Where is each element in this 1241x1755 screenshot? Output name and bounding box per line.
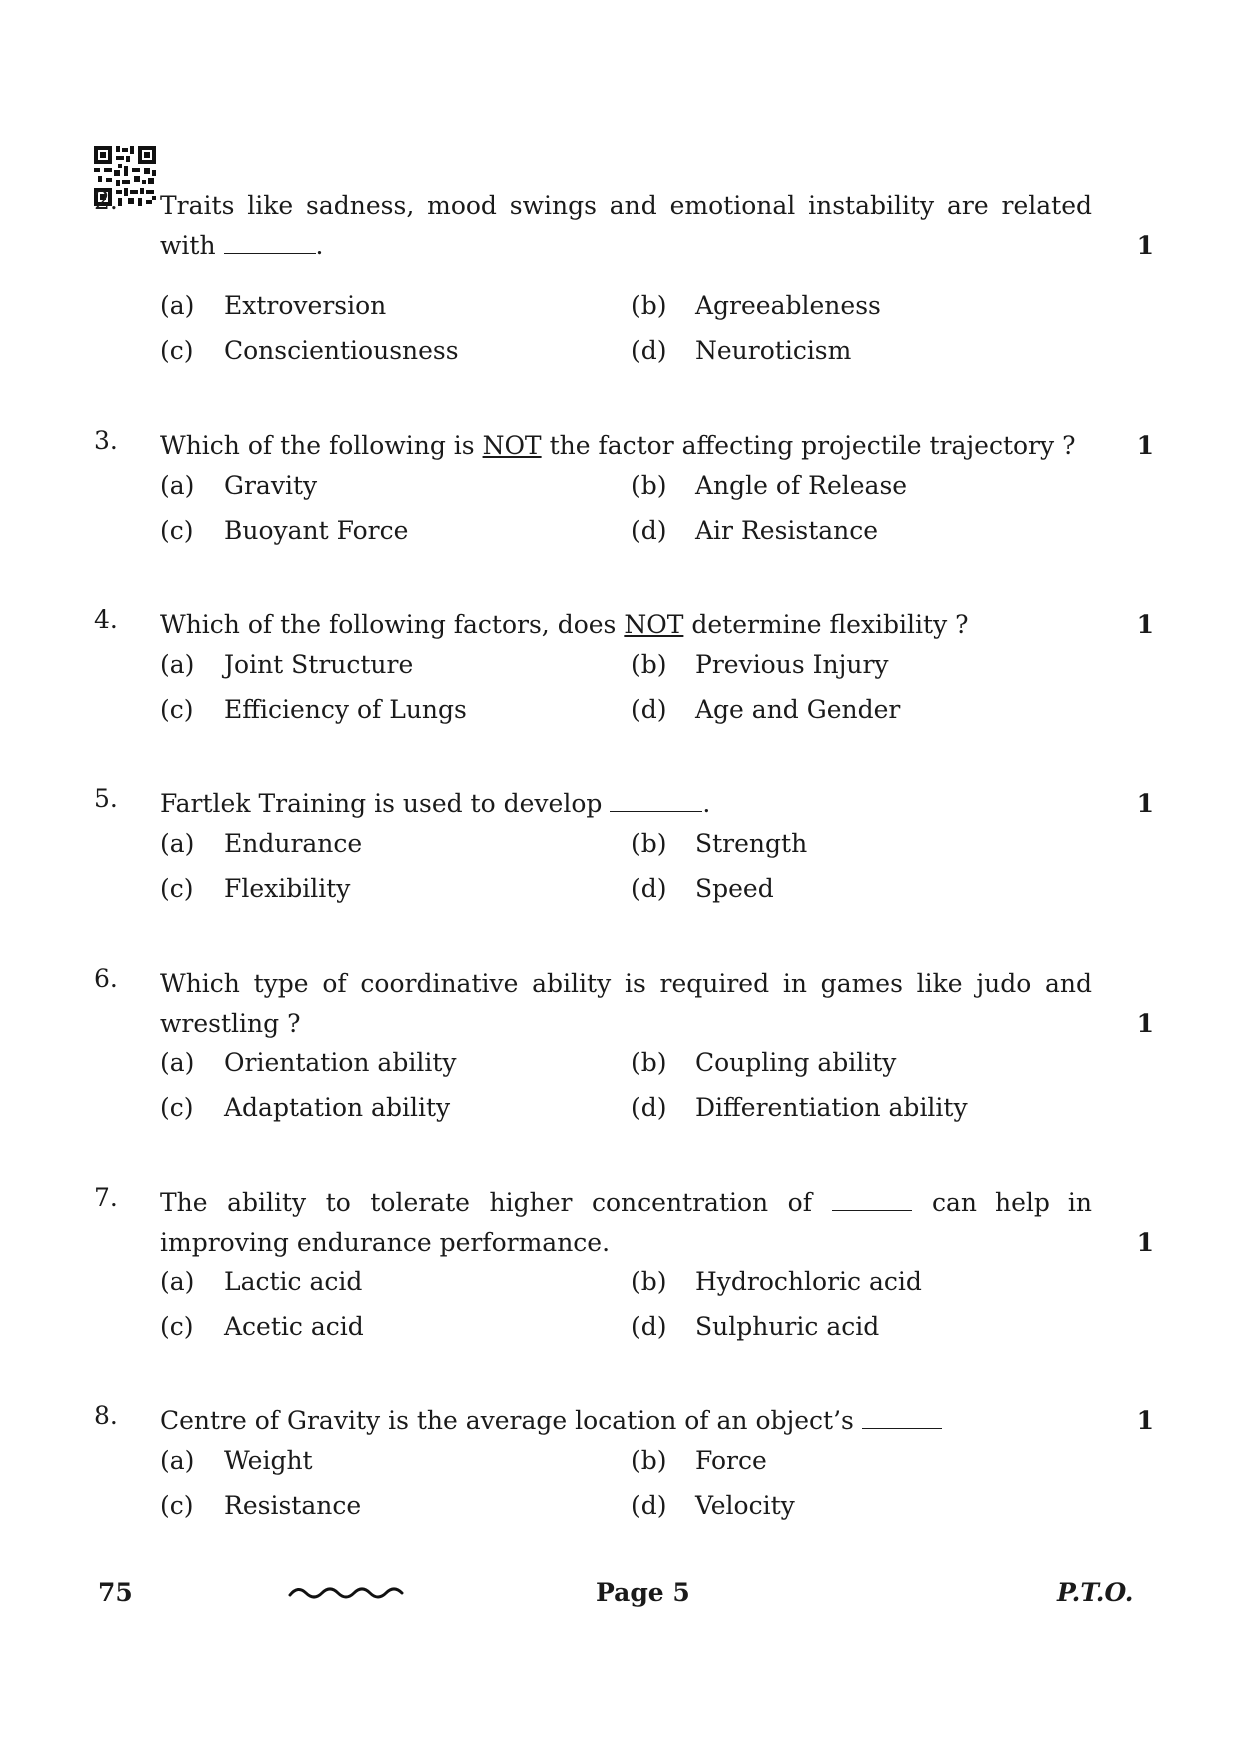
question-text-line-2: with . [160, 231, 324, 260]
question-number: 8. [94, 1401, 118, 1430]
question-text: Which of the following factors, does NOT determine flexibility ? [160, 610, 969, 639]
question-text: Centre of Gravity is the average location of an object’s [160, 1401, 1092, 1441]
marks-label: 1 [1136, 431, 1154, 460]
question-text-line-2: improving endurance performance. [160, 1228, 611, 1257]
question-text: The ability to tolerate higher concentration of can help in [160, 1183, 1092, 1223]
emphasis-not: NOT [624, 610, 684, 639]
exam-page: 2. Traits like sadness, mood swings and emotional instability are related with . 1 (a) Extroversion (b) Agreeableness (c) Conscientiousness (d) Neuroticism 3. Which of the following is NOT the factor affecting projectile trajectory ? 1 (a) Gravity (b) Angle of Release (c) Buoyant Force (d) Air Resistance 4. Which of the following factors, does NOT determine flexibility ? 1 (a) Joint Structure (b) Previous Injury (c) Efficiency of Lungs (d) Age and Gender 5. Fartlek Training is used to develop . 1 (a) Endurance (b) Strength (c) Flexibility (d) Speed 6. Which type of coordinative ability is required in games like judo and wrestling ? 1 (a) Orientation ability (b) Coupling ability (c) Adaptation ability (d) Differentiation ability 7. The ability to tolerate higher concentration of can help in improving endurance performance. 1 (a) Lactic acid (b) Hydrochloric acid (c) Acetic acid (d) Sulphuric acid 8. Centre of Gravity is the average location of an object’s 1 (a) Weight (b) Force (c) Resistance (d) Velocity 75 Page 5 P.T.O. [0, 0, 1241, 1755]
question-number: 2. [94, 186, 118, 215]
question-text-start: The ability to tolerate higher concentration of [160, 1188, 812, 1217]
question-text-line-2: wrestling ? [160, 1009, 301, 1038]
question-text: Which type of coordinative ability is required in games like judo and [160, 969, 1092, 998]
question-text: Fartlek Training is used to develop . [160, 789, 711, 818]
marks-label: 1 [1136, 610, 1154, 639]
question-number: 6. [94, 964, 118, 993]
page-number: Page 5 [596, 1578, 690, 1607]
question-number: 4. [94, 605, 118, 634]
please-turn-over: P.T.O. [1057, 1578, 1134, 1607]
answer-blank [224, 252, 316, 254]
marks-label: 1 [1136, 789, 1154, 818]
paper-code: 75 [98, 1578, 133, 1607]
answer-blank [832, 1209, 912, 1211]
marks-label: 1 [1136, 1406, 1154, 1435]
emphasis-not: NOT [482, 431, 542, 460]
marks-label: 1 [1136, 1009, 1154, 1038]
marks-label: 1 [1136, 1228, 1154, 1257]
question-number: 7. [94, 1183, 118, 1212]
question-text: Traits like sadness, mood swings and emotional instability are related [160, 191, 1092, 220]
question-number: 5. [94, 784, 118, 813]
marks-label: 1 [1136, 231, 1154, 260]
question-text: Which of the following is NOT the factor affecting projectile trajectory ? [160, 431, 1076, 460]
question-number: 3. [94, 426, 118, 455]
wave-divider-icon [288, 1583, 408, 1603]
answer-blank [610, 810, 702, 812]
answer-blank [862, 1427, 942, 1429]
